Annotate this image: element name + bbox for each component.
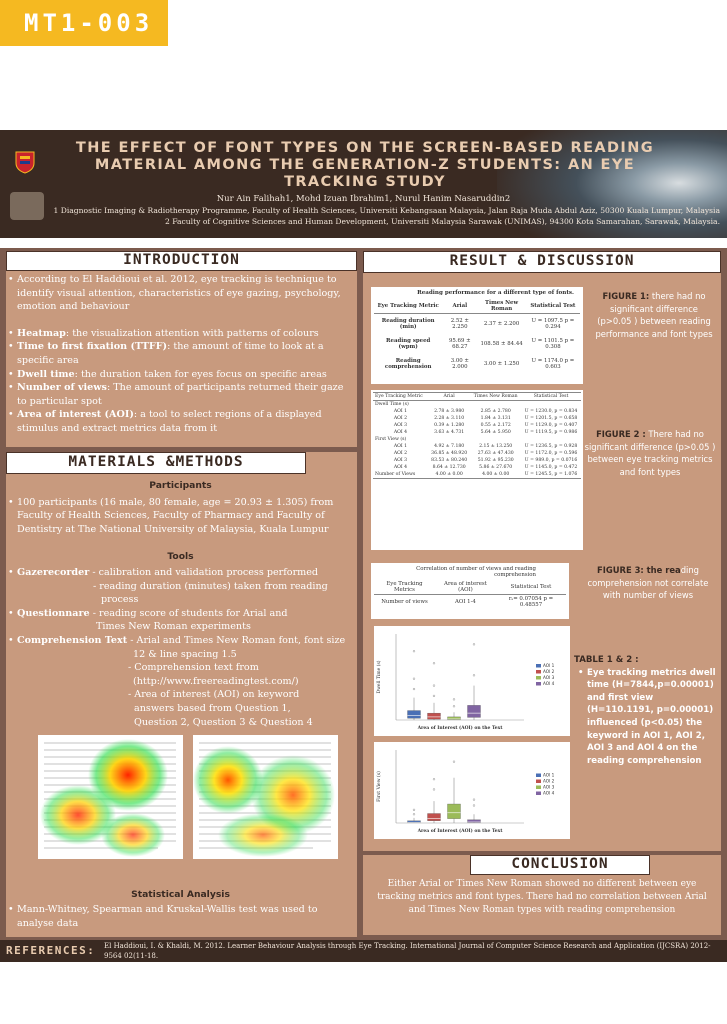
tool-questionnaire: • Questionnare - reading score of students for Arial and: [8, 607, 353, 621]
references-text: El Haddioui, I. & Khaldi, M. 2012. Learner Behaviour Analysis through Eye Tracking. International Journal of Computer Science Research and Application (IJCSRA) 2012-9564 02(11-18.: [104, 942, 711, 960]
comp-line2: 12 & line spacing 1.5: [133, 648, 237, 660]
tool-questionnaire-line2: Times New Roman experiments: [96, 621, 251, 633]
table-reading-performance: [371, 287, 583, 384]
table-row: AOI 3 0.39 ± 1.280 0.55 ± 2.172 U = 1129.0, p = 0.407: [393, 423, 578, 428]
term-aoi: • Area of interest (AOI): a tool to select regions of a displayed stimulus and extract metrics data from it: [8, 408, 353, 435]
conclusion-text: Either Arial or Times New Roman showed no different between eye tracking metrics and font types. There had no correlation between Arial and Times New Roman types with reading comprehension: [377, 879, 707, 915]
methods-header: MATERIALS &METHODS: [6, 452, 306, 474]
results-header: RESULT & DISCUSSION: [363, 251, 721, 273]
legend-swatch: [536, 664, 541, 668]
heatmap-arial: [38, 735, 183, 859]
table-row: Number of views AOI 1-4 rₛ= 0.07054 p = 0.48557: [381, 596, 554, 608]
table-row: AOI 2 2.28 ± 3.110 1.84 ± 3.131 U = 1201.5, p = 0.658: [393, 416, 578, 421]
chart-background: [374, 626, 570, 736]
tool-gazerecorder: • Gazerecorder - calibration and validation process performed: [8, 566, 353, 580]
methods-body: [8, 479, 353, 729]
figure2-caption: FIGURE 2 : There had no significant difference (p>0.05 ) between eye tracking metrics and font types: [584, 429, 716, 477]
participants-text: • 100 participants (16 male, 80 female, age = 20.93 ± 1.305) from Faculty of Health Sciences, Faculty of Pharmacy and Faculty of Dentistry at The National University of Malaysia, Kuala Lumpur: [8, 496, 353, 537]
t1-head-tnr: Times New Roman: [485, 300, 519, 312]
table-row: AOI 2 36.85 ± 48.920 27.63 ± 47.430 U = 1172.0, p = 0.596: [393, 451, 578, 456]
dwell-time-boxplot: [374, 626, 570, 736]
box-aoi-3: [448, 804, 461, 819]
poster-code-badge: MT1-003: [0, 0, 168, 46]
table1-title: Reading performance for a different type of fonts.: [417, 290, 574, 296]
introduction-body: [8, 273, 353, 436]
first-view-boxplot: [374, 742, 570, 839]
legend-swatch: [536, 682, 541, 686]
x-axis-label: Area of Interest (AOI) on the Text: [417, 829, 503, 834]
legend-swatch: [536, 774, 541, 778]
intro-lead: • According to El Haddioui et al. 2012, eye tracking is technique to identify visual attention, characteristics of eye gazing, psychology, emotion and behaviour: [8, 273, 353, 314]
box-aoi-2: [428, 713, 441, 719]
t1-head-metric: Eye Tracking Metric: [377, 303, 439, 309]
legend-label: AOI 2: [543, 778, 555, 784]
poster-title: THE EFFECT OF FONT TYPES ON THE SCREEN-BASED READING MATERIAL AMONG THE GENERATION-Z STUDENTS: AN EYE TRACKING STUDY: [75, 140, 655, 190]
x-axis-label: Area of Interest (AOI) on the Text: [417, 726, 503, 731]
legend-label: AOI 3: [543, 675, 555, 680]
tool-gazerecorder-line2: - reading duration (minutes) taken from reading: [93, 580, 328, 592]
box-aoi-4: [468, 705, 481, 717]
legend-label: AOI 1: [543, 772, 555, 778]
table-row: AOI 4 3.63 ± 4.731 5.64 ± 5.950 U = 1119.5, p = 0.986: [393, 430, 578, 435]
table-row: AOI 4 8.64 ± 12.730 5.86 ± 27.670 U = 1145.0, p = 0.472: [393, 465, 578, 470]
authors: Nur Ain Falihah1, Mohd Izuan Ibrahim1, Nurul Hanim Nasaruddin2: [216, 194, 511, 204]
references-bar: [0, 940, 727, 962]
table-eye-tracking-metrics: Eye Tracking Metric Arial Times New Roman Statistical Test Dwell Time (s) AOI 1 2.78 ± 3.980 2.85 ± 2.780 U = 1230.0, p = 0.834 AOI 2 2.28 ± 3.110 1.84 ± 3.131 U = 1201.5, p = 0.658 AOI 3 0.39 ± 1.280 0.55 ± 2.172 U = 1129.0, p = 0.407 AOI 4 3.63 ± 4.731 5.64 ± 5.950 U = 1119.5, p = 0.986 First View (s) AOI 1 4.92 ± 7.180 2.15 ± 13.250 U = 1236.5, p = 0.928 AOI 2 36.85 ± 48.920 27.63 ± 47.430 U = 1172.0, p = 0.596 AOI 3 83.53 ± 80.240 51.92 ± 95.230 U = 989.0, p = 0.0716 AOI 4 8.64 ± 12.730 5.86 ± 27.670 U = 1145.0, p = 0.472 Number of Views 4.00 ± 0.00 4.00 ± 0.00 U = 1245.5, p = 1.076: [371, 390, 583, 550]
conclusion-header: CONCLUSION: [470, 855, 650, 875]
table-row: AOI 1 2.78 ± 3.980 2.85 ± 2.780 U = 1230.0, p = 0.834: [393, 409, 578, 414]
table-row: AOI 1 4.92 ± 7.180 2.15 ± 13.250 U = 1236.5, p = 0.928: [393, 444, 578, 449]
table12-caption: [574, 654, 720, 767]
table-row: AOI 3 83.53 ± 80.240 51.92 ± 95.230 U = 989.0, p = 0.0716: [393, 458, 578, 463]
box-aoi-1: [408, 711, 421, 719]
term-ttff: • Time to first fixation (TTFF): the amount of time to look at a specific area: [8, 340, 353, 367]
legend-swatch: [536, 780, 541, 784]
legend-swatch: [536, 792, 541, 796]
university-logo-icon: [14, 150, 36, 174]
box-aoi-2: [428, 814, 441, 821]
legend-label: AOI 4: [543, 681, 555, 686]
table-row: Reading speed (wpm) 95.69 ± 68.27 108.58 ± 84.44 U = 1101.5 p = 0.308: [386, 337, 575, 350]
t1-head-arial: Arial: [452, 303, 468, 309]
t2-section-dwell: Dwell Time (s): [375, 402, 409, 407]
term-heatmap: • Heatmap: the visualization attention with patterns of colours: [8, 327, 353, 341]
term-dwell-time: • Dwell time: the duration taken for eyes focus on specific areas: [8, 368, 353, 382]
legend-label: AOI 1: [543, 663, 555, 668]
affiliation-1: 1 Diagnostic Imaging & Radiotherapy Programme, Faculty of Health Sciences, Universiti Kebangsaan Malaysia, Jalan Raja Muda Abdul Aziz, 50300 Kuala Lumpur, Malaysia: [53, 206, 720, 215]
y-axis-label: Dwell Time (s): [377, 660, 382, 694]
comp-line4: (http://www.freereadingtest.com/): [133, 675, 299, 687]
heatmap-times-new-roman: [193, 735, 338, 859]
legend-label: AOI 3: [543, 784, 555, 790]
table12-label: TABLE 1 & 2 :: [574, 655, 639, 665]
tool-comprehension: • Comprehension Text - Arial and Times New Roman font, font size: [8, 634, 353, 648]
tools-heading: Tools: [167, 551, 194, 563]
legend-swatch: [536, 786, 541, 790]
figure1-caption: FIGURE 1: there had no significant difference (p>0.05 ) between reading performance and font types: [595, 291, 713, 339]
introduction-header: INTRODUCTION: [6, 251, 357, 271]
comp-line6: answers based from Question 1,: [134, 702, 291, 714]
table-correlation: Correlation of number of views and reading comprehension Eye Tracking Metrics Area of interest (AOI) Statistical Test Number of views AOI 1-4 rₛ= 0.07054 p = 0.48557: [371, 563, 569, 619]
title-banner: [0, 130, 727, 238]
figure3-caption: FIGURE 3: the reading comprehension not correlate with number of views: [587, 565, 709, 601]
legend-label: AOI 2: [543, 669, 555, 674]
comp-line3: - Comprehension text from: [128, 662, 259, 674]
tool-gazerecorder-line3: process: [101, 594, 139, 606]
legend-swatch: [536, 676, 541, 680]
table12-text: • Eye tracking metrics dwell time (H=7844,p=0.00001) and first view (H=110.1191, p=0.00001) influenced (p<0.05) the keyword in AOI 1, AOI 2, AOI 3 and AOI 4 on the reading comprehension: [578, 667, 720, 768]
t2-section-first-view: First View (s): [375, 437, 407, 442]
table-row: Reading comprehension 3.00 ± 2.000 3.00 ± 1.250 U = 1174.0 p = 0.603: [384, 357, 575, 370]
affiliation-2: 2 Faculty of Cognitive Sciences and Human Development, Universiti Malaysia Sarawak (UNIMAS), 94300 Kota Samarahan, Sarawak, Malaysia.: [164, 217, 720, 226]
table3-title: Correlation of number of views and reading comprehension: [416, 566, 536, 578]
table-row: Reading duration (min) 2.52 ± 2.250 2.37 ± 2.200 U = 1097.5 p = 0.294: [381, 317, 575, 330]
participants-heading: Participants: [149, 480, 212, 491]
references-label: REFERENCES:: [6, 944, 96, 957]
t1-head-test: Statistical Test: [530, 303, 576, 309]
term-number-of-views: • Number of views: The amount of participants returned their gaze to particular spot: [8, 381, 353, 408]
y-axis-label: First View (s): [377, 771, 382, 802]
table-row: Number of Views 4.00 ± 0.00 4.00 ± 0.00 U = 1245.5, p = 1.076: [373, 471, 581, 479]
comp-line7: Question 2, Question 3 & Question 4: [134, 716, 313, 728]
chart-background: [374, 742, 570, 839]
stats-heading: Statistical Analysis: [131, 889, 230, 900]
stats-text: • Mann-Whitney, Spearman and Kruskal-Wallis test was used to analyse data: [8, 903, 353, 930]
legend-label: AOI 4: [543, 790, 555, 796]
comp-line5: - Area of interest (AOI) on keyword: [128, 689, 300, 701]
legend-swatch: [536, 670, 541, 674]
